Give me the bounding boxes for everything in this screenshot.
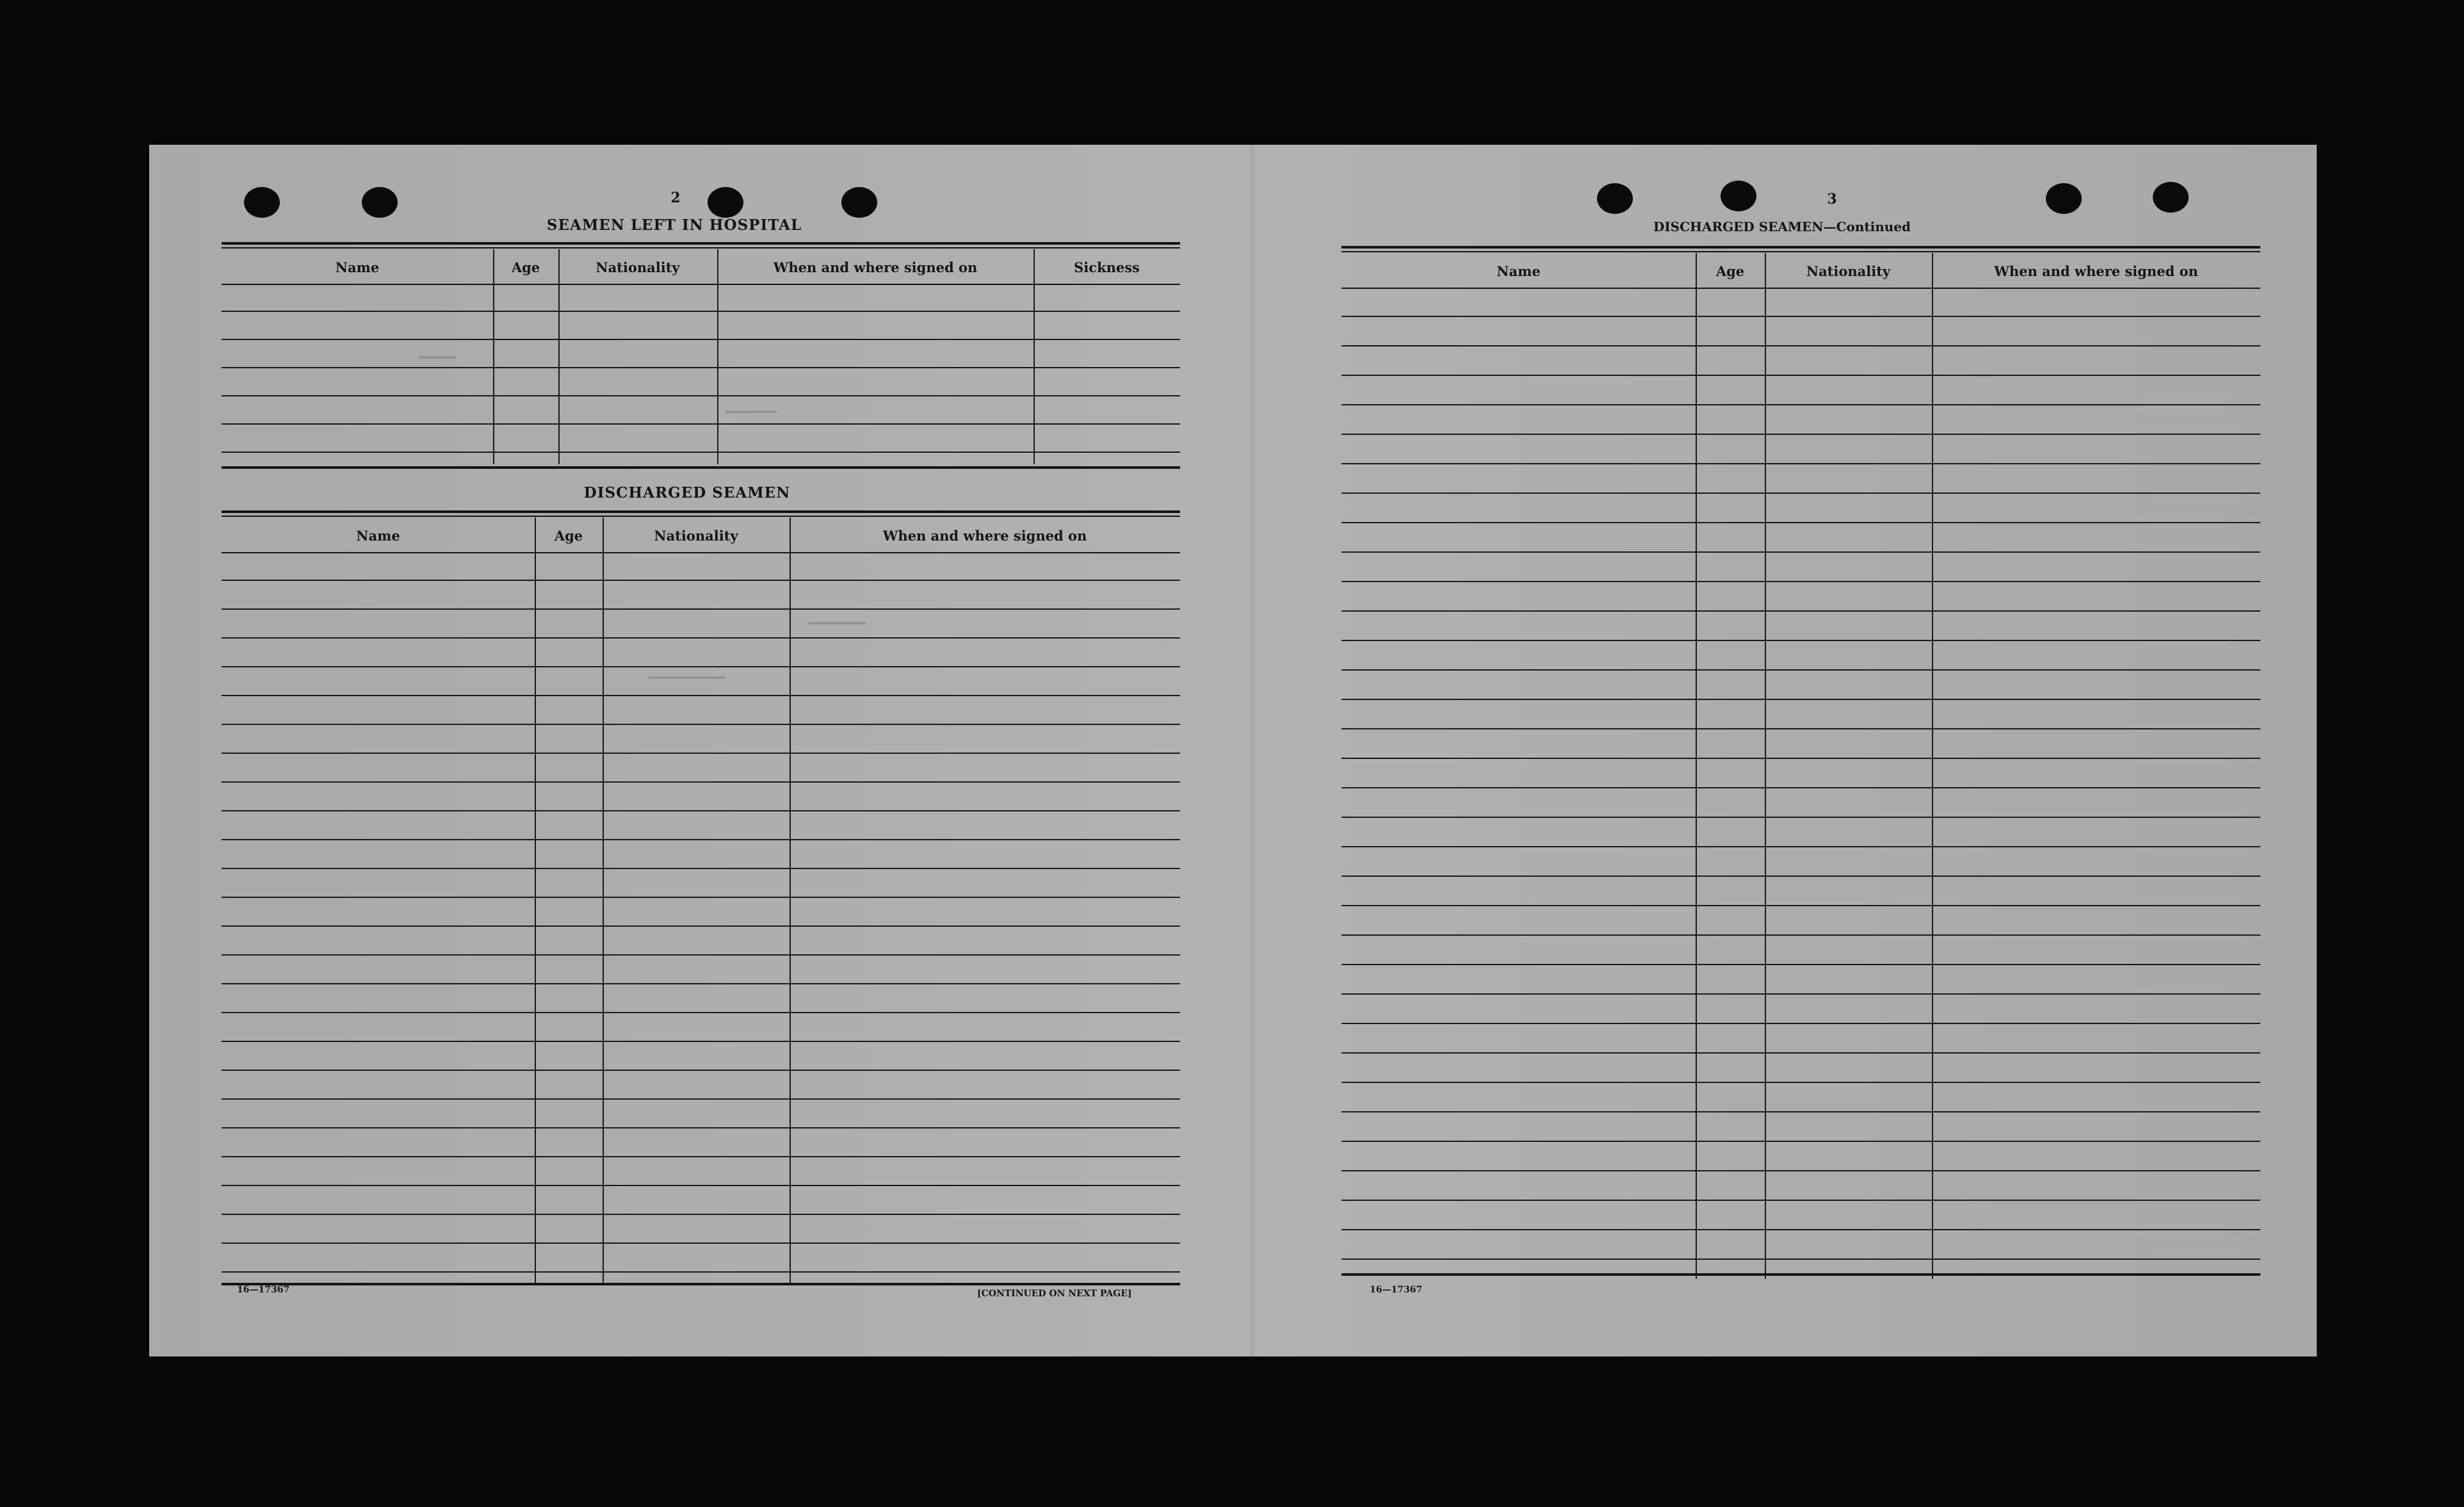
discharged-col-nationality: Nationality	[654, 527, 738, 544]
discharged-col-signed-on: When and where signed on	[882, 527, 1087, 544]
right-bottom-rule	[1341, 1273, 2260, 1276]
page-number-right: 3	[1827, 191, 1837, 208]
discharged-bottom-rule	[222, 1283, 1180, 1285]
hospital-col-age: Age	[511, 259, 540, 275]
hospital-section-title: SEAMEN LEFT IN HOSPITAL	[546, 216, 802, 234]
scanned-form-sheet	[149, 145, 2317, 1356]
discharged-continued-table	[1341, 253, 2260, 1279]
punch-hole	[708, 187, 743, 218]
continued-col-nationality: Nationality	[1806, 263, 1891, 279]
hospital-col-signed-on: When and where signed on	[773, 259, 978, 275]
form-number-left: 16—17367	[237, 1285, 290, 1295]
hospital-col-nationality: Nationality	[596, 259, 680, 275]
discharged-col-divider	[535, 517, 536, 1283]
discharged-col-age: Age	[554, 527, 583, 544]
hospital-header-rule	[222, 284, 1180, 285]
discharged-col-divider	[603, 517, 604, 1283]
continued-note: [CONTINUED ON NEXT PAGE]	[977, 1289, 1132, 1299]
continued-col-divider	[1932, 253, 1933, 1279]
continued-col-divider	[1696, 253, 1697, 1279]
hospital-table	[222, 249, 1180, 464]
punch-hole	[841, 187, 877, 218]
discharged-col-name: Name	[356, 527, 400, 544]
continued-col-name: Name	[1496, 263, 1541, 279]
right-top-rule-thin	[1341, 251, 2260, 252]
continued-col-age: Age	[1715, 263, 1745, 279]
punch-hole	[2153, 182, 2189, 213]
discharged-col-divider	[790, 517, 791, 1283]
discharged-continued-table-rows	[1341, 288, 2260, 1279]
hospital-col-name: Name	[335, 259, 380, 275]
discharged-table-rows	[222, 552, 1180, 1283]
discharged-table	[222, 517, 1180, 1283]
page-number-left: 2	[670, 190, 681, 206]
continued-col-divider	[1765, 253, 1766, 1279]
page-fold	[1249, 145, 1256, 1356]
discharged-top-rule-thin	[222, 516, 1180, 517]
hospital-col-sickness: Sickness	[1074, 259, 1140, 275]
discharged-top-rule	[222, 510, 1180, 513]
discharged-continued-title: DISCHARGED SEAMEN—Continued	[1653, 219, 1911, 234]
punch-hole	[362, 187, 398, 218]
discharged-header-rule	[222, 552, 1180, 553]
hospital-table-rows	[222, 284, 1180, 464]
continued-header-rule	[1341, 288, 2260, 289]
form-number-right: 16—17367	[1370, 1285, 1423, 1295]
hospital-bottom-rule	[222, 466, 1180, 469]
punch-hole	[1721, 181, 1756, 211]
hospital-top-rule-thin	[222, 247, 1180, 248]
discharged-section-title: DISCHARGED SEAMEN	[583, 484, 791, 501]
continued-col-signed-on: When and where signed on	[1994, 263, 2198, 279]
right-top-rule	[1341, 246, 2260, 248]
punch-hole	[1597, 183, 1633, 214]
punch-hole	[2046, 183, 2082, 214]
punch-hole	[244, 187, 280, 218]
hospital-top-rule	[222, 242, 1180, 245]
